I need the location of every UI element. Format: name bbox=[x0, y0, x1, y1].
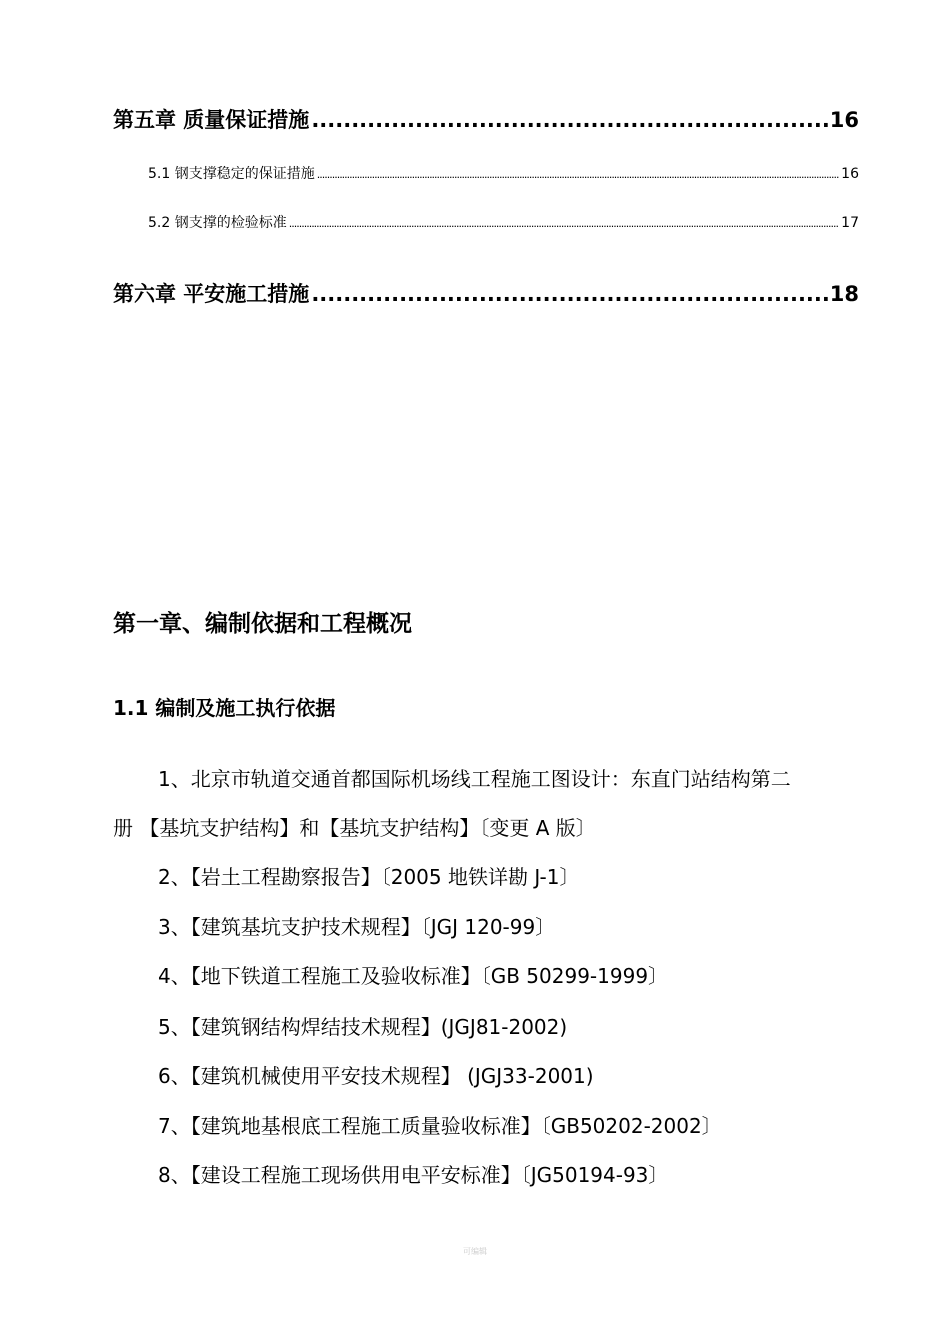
toc-page-number: 16 bbox=[829, 108, 859, 132]
toc-leader-dots bbox=[311, 282, 827, 306]
basis-item-5: 5、【建筑钢结构焊结技术规程】(JGJ81-2002) bbox=[158, 1015, 568, 1039]
basis-item-2: 2、【岩土工程勘察报告】〔2005 地铁详勘 J-1〕 bbox=[158, 865, 580, 889]
chapter-heading: 第一章、编制依据和工程概况 bbox=[113, 611, 412, 637]
toc-entry-section-5-1[interactable] bbox=[148, 163, 859, 183]
toc-page-number: 16 bbox=[841, 166, 859, 182]
basis-item-7: 7、【建筑地基根底工程施工质量验收标准】〔GB50202-2002〕 bbox=[158, 1114, 722, 1138]
toc-page-number: 17 bbox=[841, 215, 859, 231]
toc-leader-dots bbox=[311, 108, 827, 132]
toc-entry-chapter-5[interactable] bbox=[113, 104, 859, 134]
section-heading: 1.1 编制及施工执行依据 bbox=[113, 696, 336, 720]
toc-entry-label: 5.1 钢支撑稳定的保证措施 bbox=[148, 166, 315, 182]
basis-item-8: 8、【建设工程施工现场供用电平安标准】〔JG50194-93〕 bbox=[158, 1163, 669, 1187]
toc-entry-label: 5.2 钢支撑的检验标准 bbox=[148, 215, 287, 231]
toc-leader-dots bbox=[317, 168, 839, 181]
toc-entry-label: 第五章 质量保证措施 bbox=[113, 108, 310, 132]
basis-item-3: 3、【建筑基坑支护技术规程】〔JGJ 120-99〕 bbox=[158, 915, 556, 939]
toc-leader-dots bbox=[289, 217, 839, 230]
basis-item-4: 4、【地下铁道工程施工及验收标准】〔GB 50299-1999〕 bbox=[158, 964, 669, 988]
toc-entry-section-5-2[interactable] bbox=[148, 212, 859, 232]
toc-entry-label: 第六章 平安施工措施 bbox=[113, 282, 310, 306]
basis-item-1-continued: 册 【基坑支护结构】和【基坑支护结构】〔变更 A 版〕 bbox=[113, 816, 596, 840]
toc-page-number: 18 bbox=[829, 282, 859, 306]
toc-entry-chapter-6[interactable] bbox=[113, 278, 859, 308]
basis-item-6: 6、【建筑机械使用平安技术规程】 (JGJ33-2001) bbox=[158, 1064, 594, 1088]
basis-item-1: 1、北京市轨道交通首都国际机场线工程施工图设计：东直门站结构第二 bbox=[158, 767, 791, 791]
footer-watermark: 可编辑 bbox=[463, 1247, 487, 1256]
